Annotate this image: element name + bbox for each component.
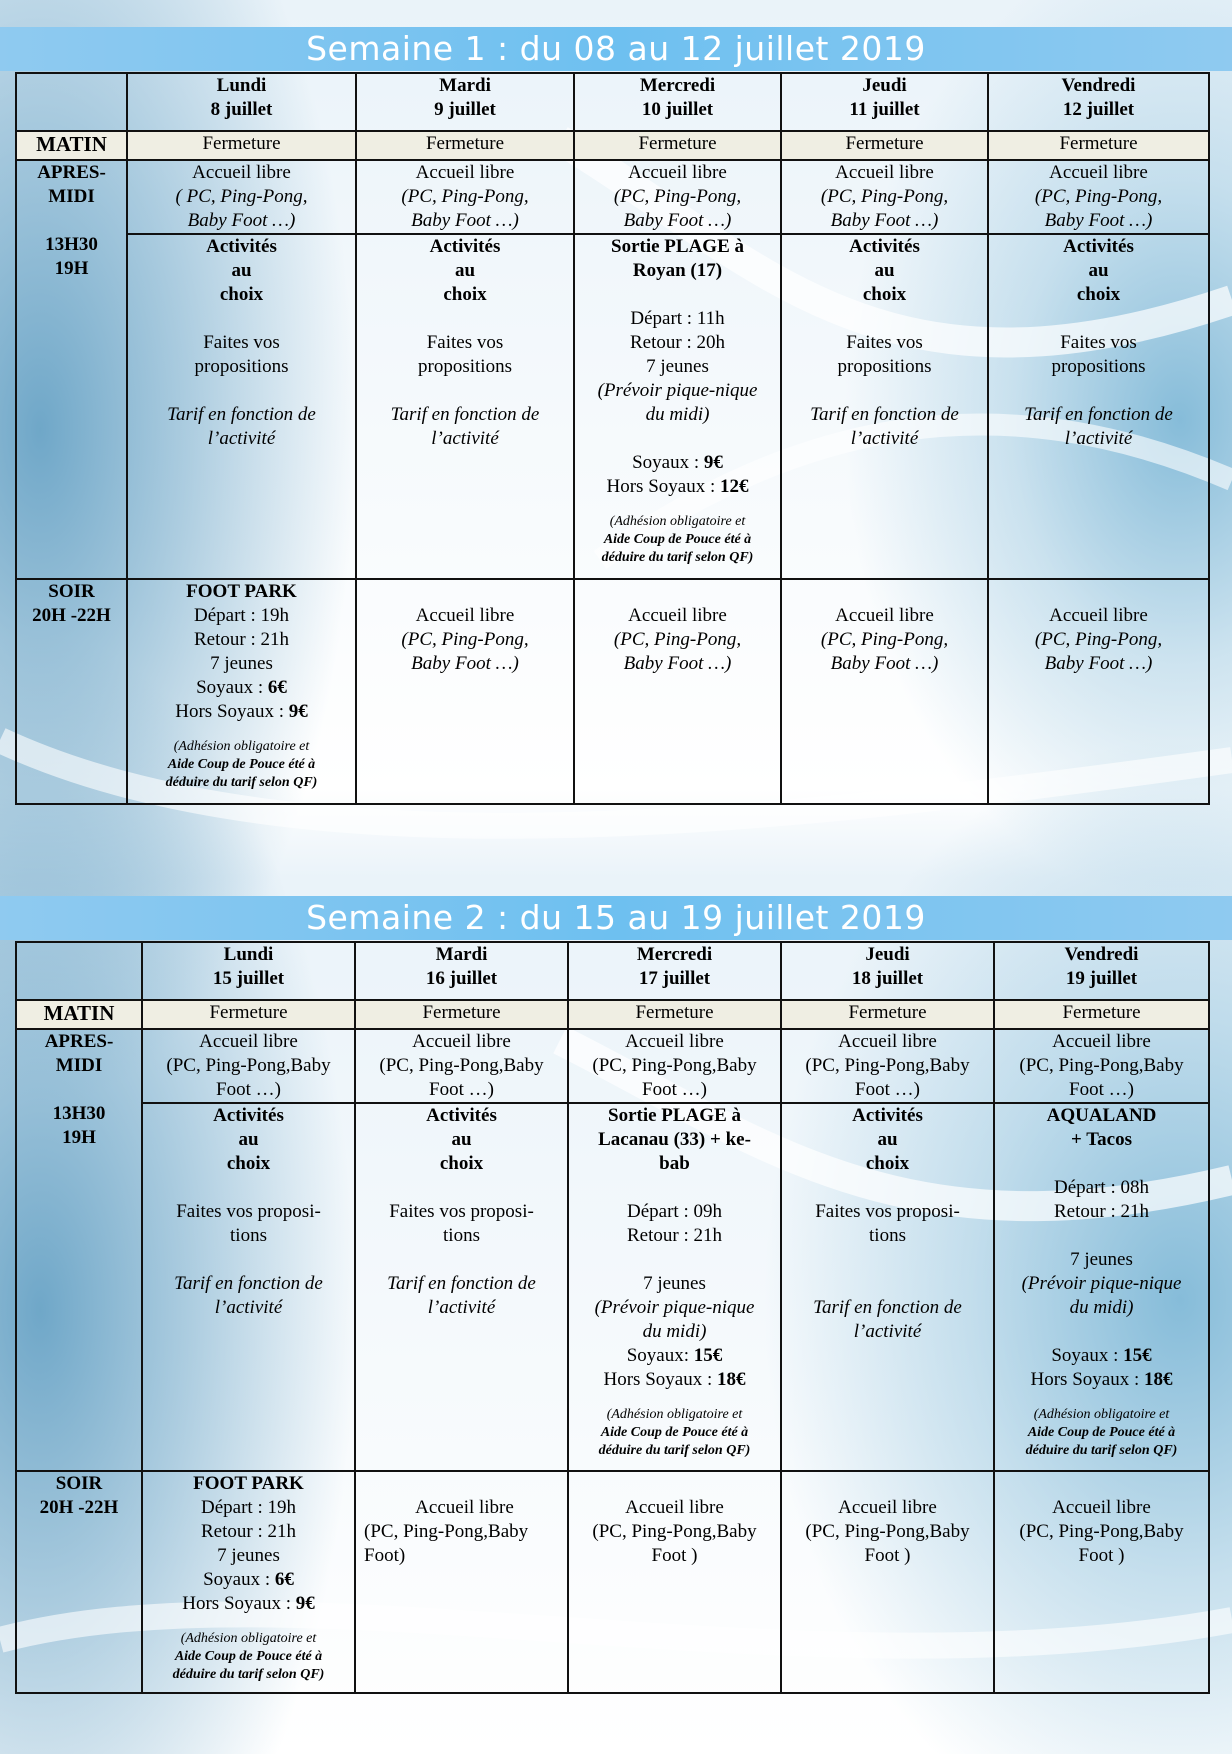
matin-cell: Fermeture [568,1000,781,1029]
day-date: 16 juillet [425,968,498,989]
corner-cell [16,942,142,1000]
soir-accueil-cell: Accueil libre (PC, Ping-Pong, Baby Foot …) [356,579,574,804]
activites-cell: Activités au choix Faites vos propositions Tarif en fonction de l’activité [988,234,1209,579]
week1-title: Semaine 1 : du 08 au 12 juillet 2019 [0,27,1232,71]
matin-cell: Fermeture [355,1000,568,1029]
accueil-cell: Accueil libre (PC, Ping-Pong, Baby Foot …) [988,160,1209,234]
activites-cell: Activités au choix Faites vos propositions Tarif en fonction de l’activité [781,234,988,579]
accueil-cell: Accueil libre (PC, Ping-Pong,Baby Foot …) [355,1029,568,1103]
day-name: Mercredi [636,944,713,965]
apres-midi-label: APRES- MIDI 13H30 19H [16,1029,142,1471]
soir-accueil-cell: Accueil libre (PC, Ping-Pong, Baby Foot …) [781,579,988,804]
day-date: 10 juillet [641,99,714,120]
matin-cell: Fermeture [781,131,988,160]
soir-accueil-cell: Accueil libre (PC, Ping-Pong, Baby Foot …) [988,579,1209,804]
day-date: 12 juillet [1062,99,1135,120]
day-header-row [16,942,1209,1000]
activites-cell: Activités au choix Faites vos propositions Tarif en fonction de l’activité [127,234,356,579]
matin-label: MATIN [16,131,127,160]
accueil-row [16,160,1209,234]
week1-schedule-table [15,72,1210,805]
day-name: Lundi [223,944,274,965]
activites-cell: Activités au choix Faites vos propositions Tarif en fonction de l’activité [356,234,574,579]
soir-accueil-cell: Accueil libre (PC, Ping-Pong,Baby Foot ) [781,1471,994,1693]
day-header [781,73,988,131]
soir-accueil-cell: Accueil libre (PC, Ping-Pong,Baby Foot ) [568,1471,781,1693]
day-header [356,73,574,131]
accueil-cell: Accueil libre (PC, Ping-Pong,Baby Foot …) [994,1029,1209,1103]
day-date: 9 juillet [434,99,496,120]
day-date: 8 juillet [210,99,273,120]
matin-cell: Fermeture [127,131,356,160]
activites-cell: Activités au choix Faites vos proposi- tions Tarif en fonction de l’activité [142,1103,355,1471]
matin-cell: Fermeture [988,131,1209,160]
day-header [781,942,994,1000]
day-date: 17 juillet [638,968,711,989]
day-name: Jeudi [862,75,907,96]
day-name: Lundi [216,75,267,96]
accueil-cell: Accueil libre (PC, Ping-Pong, Baby Foot …) [574,160,781,234]
day-header [574,73,781,131]
accueil-cell: Accueil libre (PC, Ping-Pong,Baby Foot …) [781,1029,994,1103]
day-header [568,942,781,1000]
activites-cell: Activités au choix Faites vos proposi- tions Tarif en fonction de l’activité [355,1103,568,1471]
foot-park-cell: FOOT PARK Départ : 19h Retour : 21h 7 jeunes Soyaux : 6€ Hors Soyaux : 9€ (Adhésion obligatoire et Aide Coup de Pouce été à déduire du tarif selon QF) [142,1471,355,1693]
day-date: 18 juillet [851,968,924,989]
accueil-row [16,1029,1209,1103]
matin-cell: Fermeture [781,1000,994,1029]
corner-cell [16,73,127,131]
soir-label: SOIR 20H -22H [16,579,127,804]
day-name: Mardi [435,944,488,965]
day-name: Mercredi [639,75,716,96]
matin-label: MATIN [16,1000,142,1029]
soir-accueil-cell: Accueil libre (PC, Ping-Pong,Baby Foot) [355,1471,568,1693]
accueil-cell: Accueil libre (PC, Ping-Pong, Baby Foot …) [356,160,574,234]
matin-cell: Fermeture [356,131,574,160]
matin-cell: Fermeture [574,131,781,160]
accueil-cell: Accueil libre (PC, Ping-Pong,Baby Foot …) [142,1029,355,1103]
accueil-cell: Accueil libre (PC, Ping-Pong, Baby Foot …) [781,160,988,234]
day-date: 15 juillet [212,968,285,989]
soir-row [16,579,1209,804]
activites-cell: Activités au choix Faites vos proposi- tions Tarif en fonction de l’activité [781,1103,994,1471]
day-name: Vendredi [1064,944,1139,965]
activites-row [16,1103,1209,1471]
sortie-plage-cell: Sortie PLAGE à Royan (17) Départ : 11h Retour : 20h 7 jeunes (Prévoir pique-nique du midi) Soyaux : 9€ Hors Soyaux : 12€ (Adhésion obligatoire et Aide Coup de Pouce été à déduire du tarif selon QF) [574,234,781,579]
day-header [142,942,355,1000]
day-name: Jeudi [865,944,910,965]
matin-row [16,1000,1209,1029]
day-header [994,942,1209,1000]
soir-accueil-cell: Accueil libre (PC, Ping-Pong,Baby Foot ) [994,1471,1209,1693]
soir-label: SOIR 20H -22H [16,1471,142,1693]
activites-row [16,234,1209,579]
day-date: 19 juillet [1065,968,1138,989]
day-date: 11 juillet [849,99,920,120]
week2-schedule-table [15,941,1210,1694]
day-name: Vendredi [1061,75,1136,96]
accueil-cell: Accueil libre ( PC, Ping-Pong, Baby Foot …) [127,160,356,234]
matin-cell: Fermeture [142,1000,355,1029]
accueil-cell: Accueil libre (PC, Ping-Pong,Baby Foot …) [568,1029,781,1103]
day-name: Mardi [439,75,491,96]
day-header [127,73,356,131]
matin-cell: Fermeture [994,1000,1209,1029]
matin-row [16,131,1209,160]
day-header [355,942,568,1000]
week2-title: Semaine 2 : du 15 au 19 juillet 2019 [0,896,1232,940]
soir-row [16,1471,1209,1693]
aqualand-cell: AQUALAND + Tacos Départ : 08h Retour : 21h 7 jeunes (Prévoir pique-nique du midi) Soyaux : 15€ Hors Soyaux : 18€ (Adhésion obligatoire et Aide Coup de Pouce été à déduire du tarif selon QF) [994,1103,1209,1471]
day-header [988,73,1209,131]
sortie-plage-cell: Sortie PLAGE à Lacanau (33) + ke- bab Départ : 09h Retour : 21h 7 jeunes (Prévoir pique-nique du midi) Soyaux: 15€ Hors Soyaux : 18€ (Adhésion obligatoire et Aide Coup de Pouce été à déduire du tarif selon QF) [568,1103,781,1471]
day-header-row [16,73,1209,131]
foot-park-cell: FOOT PARK Départ : 19h Retour : 21h 7 jeunes Soyaux : 6€ Hors Soyaux : 9€ (Adhésion obligatoire et Aide Coup de Pouce été à déduire du tarif selon QF) [127,579,356,804]
apres-midi-label: APRES- MIDI 13H30 19H [16,160,127,579]
soir-accueil-cell: Accueil libre (PC, Ping-Pong, Baby Foot …) [574,579,781,804]
